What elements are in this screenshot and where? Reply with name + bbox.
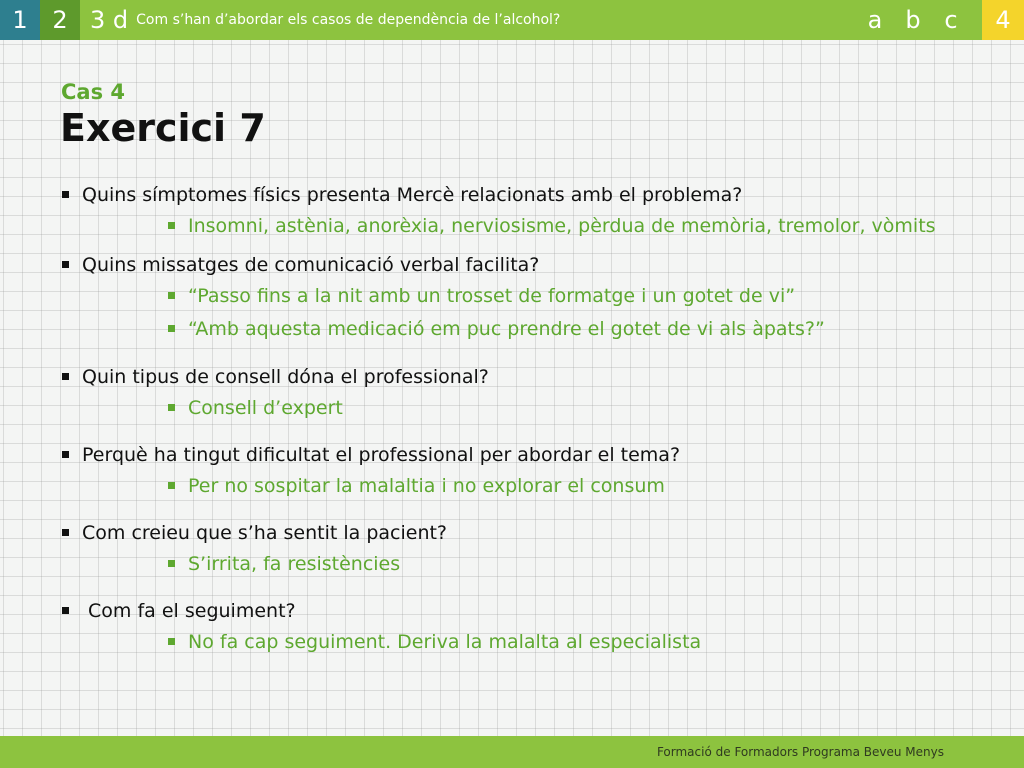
answer-item bbox=[166, 213, 940, 240]
square-bullet-icon bbox=[168, 292, 175, 299]
answer-text: S’irrita, fa resistències bbox=[188, 553, 401, 575]
square-bullet-icon bbox=[62, 191, 69, 198]
square-bullet-icon bbox=[168, 325, 175, 332]
footer-credit: Formació de Formadors Programa Beveu Menys bbox=[656, 745, 944, 759]
answer-text: No fa cap seguiment. Deriva la malalta al especialista bbox=[188, 631, 702, 653]
square-bullet-icon bbox=[62, 451, 69, 458]
top-navigation-bar bbox=[0, 0, 1024, 40]
answer-item bbox=[166, 629, 940, 656]
answer-item bbox=[166, 283, 940, 310]
square-bullet-icon bbox=[168, 404, 175, 411]
answer-item bbox=[166, 473, 940, 500]
question-text: Quins missatges de comunicació verbal facilita? bbox=[82, 254, 540, 276]
section-code[interactable]: 3 d bbox=[90, 6, 129, 34]
question-item bbox=[60, 598, 940, 624]
answer-text: Per no sospitar la malaltia i no explorar el consum bbox=[188, 475, 665, 497]
question-item bbox=[60, 364, 940, 390]
square-bullet-icon bbox=[62, 261, 69, 268]
exercise-content bbox=[60, 182, 940, 656]
question-text: Com fa el seguiment? bbox=[82, 600, 296, 622]
section-header bbox=[80, 0, 856, 40]
question-text: Perquè ha tingut dificultat el professional per abordar el tema? bbox=[82, 444, 681, 466]
square-bullet-icon bbox=[168, 482, 175, 489]
nav-link-c[interactable]: c bbox=[944, 6, 958, 34]
answer-text: “Passo fins a la nit amb un trosset de formatge i un gotet de vi” bbox=[188, 285, 796, 307]
answer-text: “Amb aquesta medicació em puc prendre el gotet de vi als àpats?” bbox=[188, 318, 825, 340]
question-text: Quins símptomes físics presenta Mercè relacionats amb el problema? bbox=[82, 184, 743, 206]
nav-link-b[interactable]: b bbox=[905, 6, 921, 34]
question-text: Com creieu que s’ha sentit la pacient? bbox=[82, 522, 448, 544]
square-bullet-icon bbox=[168, 638, 175, 645]
nav-button-1[interactable]: 1 bbox=[0, 0, 40, 40]
subsection-links bbox=[856, 0, 970, 40]
section-title: Com s’han d’abordar els casos de dependència de l’alcohol? bbox=[136, 12, 561, 28]
answer-item bbox=[166, 395, 940, 422]
page-title: Exercici 7 bbox=[60, 106, 266, 150]
square-bullet-icon bbox=[62, 607, 69, 614]
answer-item bbox=[166, 551, 940, 578]
answer-item bbox=[166, 316, 940, 343]
nav-button-2[interactable]: 2 bbox=[40, 0, 80, 40]
case-label: Cas 4 bbox=[61, 80, 126, 104]
square-bullet-icon bbox=[62, 529, 69, 536]
answer-text: Insomni, astènia, anorèxia, nerviosisme, pèrdua de memòria, tremolor, vòmits bbox=[188, 215, 936, 237]
footer-bar bbox=[0, 736, 1024, 768]
question-item bbox=[60, 182, 940, 208]
question-item bbox=[60, 442, 940, 468]
question-item bbox=[60, 520, 940, 546]
nav-button-4[interactable]: 4 bbox=[982, 0, 1024, 40]
square-bullet-icon bbox=[168, 560, 175, 567]
square-bullet-icon bbox=[62, 373, 69, 380]
answer-text: Consell d’expert bbox=[188, 397, 343, 419]
question-item bbox=[60, 252, 940, 278]
square-bullet-icon bbox=[168, 222, 175, 229]
nav-link-a[interactable]: a bbox=[867, 6, 883, 34]
question-text: Quin tipus de consell dóna el professional? bbox=[82, 366, 489, 388]
